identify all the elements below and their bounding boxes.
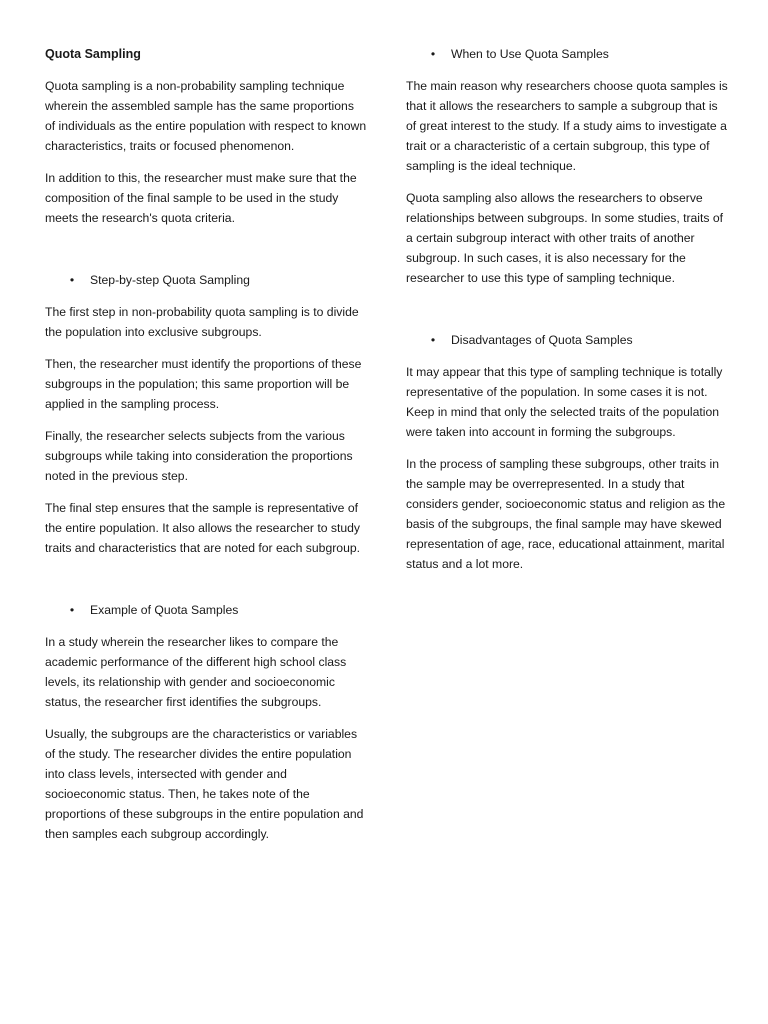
document-title: Quota Sampling — [45, 47, 141, 61]
bullet-icon: • — [430, 333, 436, 347]
example-paragraph-1: In a study wherein the researcher likes to compare the academic performance of the different high school class levels, its relationship with gender and socioeconomic status, the researcher first identifies the subgroups. — [45, 635, 347, 709]
step-paragraph-1: The first step in non-probability quota sampling is to divide the population into exclusive subgroups. — [45, 305, 359, 339]
section-heading-when-to-use — [406, 44, 728, 64]
section-heading-example — [45, 600, 367, 620]
section-heading-label: Example of Quota Samples — [90, 603, 239, 617]
right-column — [406, 44, 728, 586]
when-paragraph-1: The main reason why researchers choose quota samples is that it allows the researchers to sample a subgroup that is of great interest to the study. If a study aims to investigate a trait or a characteristic of a certain subgroup, this type of sampling is the ideal technique. — [406, 79, 728, 173]
section-heading-label: When to Use Quota Samples — [451, 47, 609, 61]
step-paragraph-3: Finally, the researcher selects subjects from the various subgroups while taking into consideration the proportions noted in the previous step. — [45, 429, 353, 483]
bullet-icon: • — [69, 273, 75, 287]
left-column — [45, 44, 367, 856]
disadvantages-paragraph-1: It may appear that this type of sampling technique is totally representative of the population. In some cases it is not. Keep in mind that only the selected traits of the population were taken into account in forming the subgroups. — [406, 365, 723, 439]
step-paragraph-2: Then, the researcher must identify the proportions of these subgroups in the population; this same proportion will be applied in the sampling process. — [45, 357, 362, 411]
step-paragraph-4: The final step ensures that the sample is representative of the entire population. It also allows the researcher to study traits and characteristics that are noted for each subgroup. — [45, 501, 361, 555]
section-heading-label: Step-by-step Quota Sampling — [90, 273, 250, 287]
bullet-icon: • — [430, 47, 436, 61]
section-heading-label: Disadvantages of Quota Samples — [451, 333, 633, 347]
when-paragraph-2: Quota sampling also allows the researchers to observe relationships between subgroups. In some studies, traits of a certain subgroup interact with other traits of another subgroup. In such cases, it is also necessary for the researcher to use this type of sampling technique. — [406, 191, 724, 285]
section-heading-disadvantages — [406, 330, 728, 350]
example-paragraph-2: Usually, the subgroups are the characteristics or variables of the study. The researcher divides the entire population into class levels, intersected with gender and socioeconomic status. Then, he takes note of the proportions of these subgroups in the entire population and then samples each subgroup accordingly. — [45, 727, 364, 841]
section-heading-step-by-step — [45, 270, 367, 290]
intro-paragraph-1: Quota sampling is a non-probability sampling technique wherein the assembled sample has the same proportions of individuals as the entire population with respect to known characteristics, traits or focused phenomenon. — [45, 79, 367, 153]
intro-paragraph-2: In addition to this, the researcher must make sure that the composition of the final sample to be used in the study meets the research's quota criteria. — [45, 171, 357, 225]
disadvantages-paragraph-2: In the process of sampling these subgroups, other traits in the sample may be overrepresented. In a study that considers gender, socioeconomic status and religion as the basis of the subgroups, the final sample may have skewed representation of age, race, educational attainment, marital status and a lot more. — [406, 457, 726, 571]
bullet-icon: • — [69, 603, 75, 617]
